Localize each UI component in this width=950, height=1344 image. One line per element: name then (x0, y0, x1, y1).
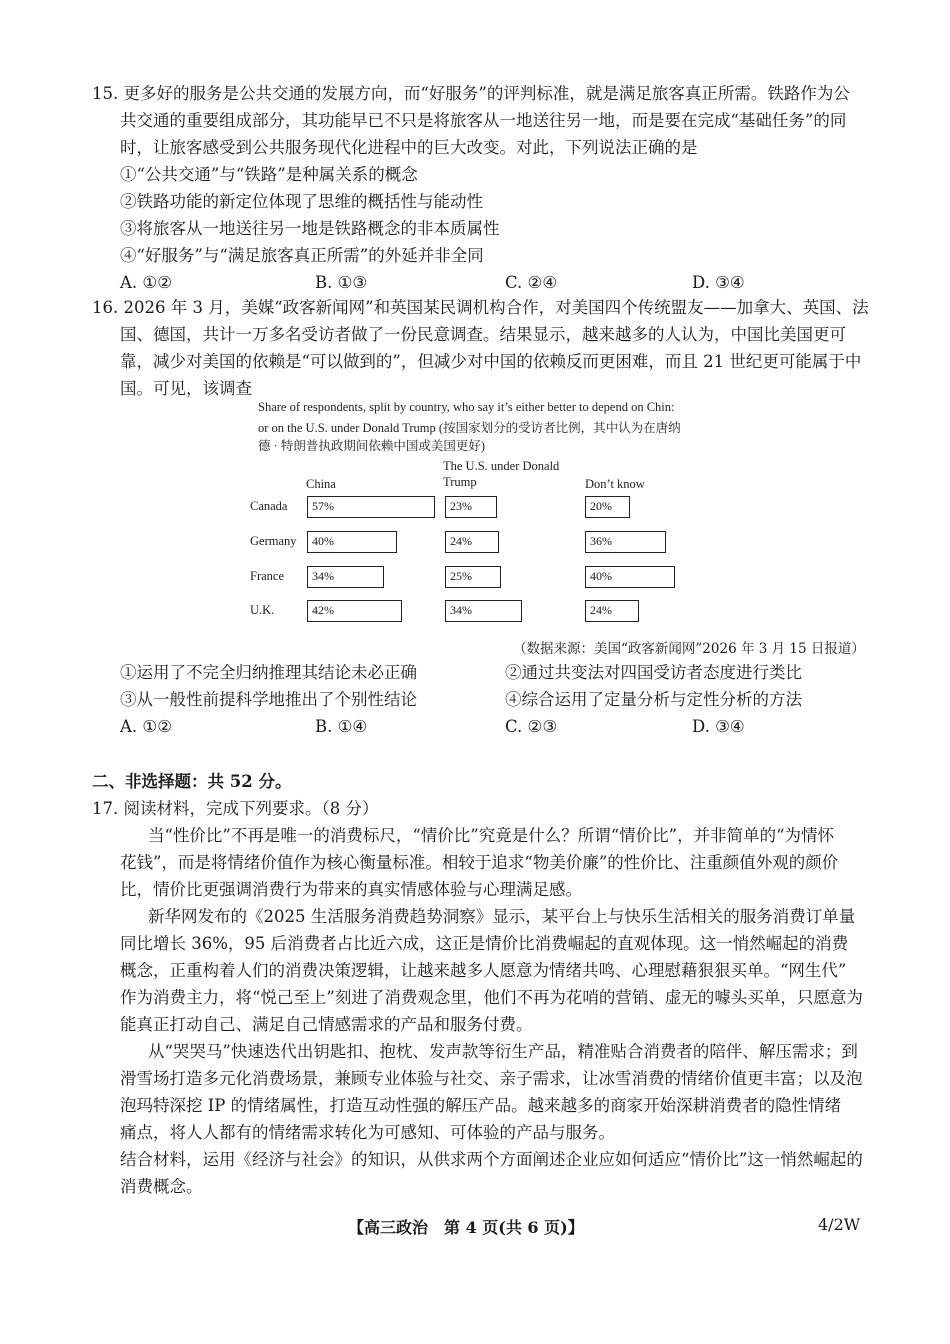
q15-option-d: D. ③④ (692, 273, 745, 292)
bar-dont-know-germany: 36% (585, 531, 666, 553)
bar-us-germany: 24% (445, 531, 499, 553)
q16-line-3: 靠，减少对美国的依赖是“可以做到的”，但减少对中国的依赖反而更困难，而且 21 世纪更可能属于中 (120, 352, 862, 371)
q17-line-5: 同比增长 36%，95 后消费者占比近六成，这正是情价比消费崛起的直观体现。这一悄然崛起的消费 (120, 934, 849, 953)
q17-line-2: 花钱”，而是将情绪价值作为核心衡量标准。相较于追求“物美价廉”的性价比、注重颜值外观的颜价 (120, 853, 839, 872)
row-label-canada: Canada (250, 499, 288, 513)
bar-dont-know-canada: 20% (585, 496, 630, 518)
q15-statement-4: ④“好服务”与“满足旅客真正所需”的外延并非全同 (120, 246, 484, 265)
column-header-us-line-2: Trump (443, 475, 477, 489)
q17-line-14: 消费概念。 (120, 1177, 203, 1196)
column-header-us-line-1: The U.S. under Donald (443, 459, 560, 473)
q15-option-b: B. ①③ (315, 273, 368, 292)
q15-option-a: A. ①② (120, 273, 172, 292)
q17-line-13: 结合材料，运用《经济与社会》的知识，从供求两个方面阐述企业应如何适应“情价比”这一悄然崛起的 (120, 1150, 863, 1169)
q17-line-3: 比，情价比更强调消费行为带来的真实情感体验与心理满足感。 (120, 880, 582, 899)
q17-line-12: 痛点，将人人都有的情绪需求转化为可感知、可体验的产品与服务。 (120, 1123, 615, 1142)
page-footer: 【高三政治 第 4 页(共 6 页)】 (348, 1218, 584, 1237)
bar-dont-know-uk: 24% (585, 600, 639, 622)
q17-title: 17. 阅读材料，完成下列要求。（8 分） (92, 799, 379, 818)
q15-line-1: 15. 更多好的服务是公共交通的发展方向，而“好服务”的评判标准，就是满足旅客真正所需。铁路作为公 (92, 84, 850, 103)
q17-line-4: 新华网发布的《2025 生活服务消费趋势洞察》显示，某平台上与快乐生活相关的服务消费订单量 (148, 907, 856, 926)
q17-line-8: 能真正打动自己、满足自己情感需求的产品和服务付费。 (120, 1015, 533, 1034)
bar-us-uk: 34% (445, 600, 522, 622)
q16-line-1: 16. 2026 年 3 月，美媒“政客新闻网”和英国某民调机构合作，对美国四个传统盟友——加拿大、英国、法 (92, 298, 869, 317)
q16-statement-4: ④综合运用了定量分析与定性分析的方法 (505, 690, 802, 709)
q15-line-3: 时，让旅客感受到公共服务现代化进程中的巨大改变。对此，下列说法正确的是 (120, 138, 698, 157)
q16-option-d: D. ③④ (692, 717, 745, 736)
bar-us-canada: 23% (445, 496, 497, 518)
chart-title-line-2: or on the U.S. under Donald Trump (按国家划分的受访者比例，其中认为在唐纳 (258, 421, 681, 435)
row-label-germany: Germany (250, 534, 297, 548)
bar-china-uk: 42% (307, 600, 402, 622)
chart-title-line-1: Share of respondents, split by country, who say it’s either better to depend on Chin: (258, 400, 675, 414)
q16-option-b: B. ①④ (315, 717, 368, 736)
bar-china-france: 34% (307, 566, 384, 588)
q16-line-2: 国、德国，共计一万多名受访者做了一份民意调查。结果显示，越来越多的人认为，中国比美国更可 (120, 325, 846, 344)
row-label-france: France (250, 569, 285, 583)
q17-line-9: 从“哭哭马”快速迭代出钥匙扣、抱枕、发声款等衍生产品，精准贴合消费者的陪伴、解压需求；到 (148, 1042, 858, 1061)
page-code: 4/2W (818, 1215, 861, 1234)
bar-us-france: 25% (445, 566, 501, 588)
q16-option-a: A. ①② (120, 717, 172, 736)
column-header-china: China (306, 477, 336, 491)
q16-statement-3: ③从一般性前提科学地推出了个别性结论 (120, 690, 417, 709)
bar-china-germany: 40% (307, 531, 397, 553)
chart-title-line-3: 德 · 特朗普执政期间依赖中国或美国更好) (258, 439, 486, 453)
q16-statement-2: ②通过共变法对四国受访者态度进行类比 (505, 663, 802, 682)
section-2-heading: 二、非选择题：共 52 分。 (92, 772, 292, 791)
q15-statement-2: ②铁路功能的新定位体现了思维的概括性与能动性 (120, 192, 483, 211)
bar-dont-know-france: 40% (585, 566, 675, 588)
chart-source-note: （数据来源：美国“政客新闻网”2026 年 3 月 15 日报道） (513, 641, 865, 657)
q15-statement-1: ①“公共交通”与“铁路”是种属关系的概念 (120, 165, 418, 184)
q17-line-11: 泡玛特深挖 IP 的情绪属性，打造互动性强的解压产品。越来越多的商家开始深耕消费者的隐性情绪 (120, 1096, 842, 1115)
q16-line-4: 国。可见，该调查 (120, 379, 252, 398)
q17-line-1: 当“性价比”不再是唯一的消费标尺，“情价比”究竟是什么？所谓“情价比”，并非简单的“为情怀 (148, 826, 835, 845)
q17-line-7: 作为消费主力，将“悦己至上”刻进了消费观念里，他们不再为花哨的营销、虚无的噱头买单，只愿意为 (120, 988, 863, 1007)
q16-statement-1: ①运用了不完全归纳推理其结论未必正确 (120, 663, 417, 682)
q17-line-6: 概念，正重构着人们的消费决策逻辑，让越来越多人愿意为情绪共鸣、心理慰藉狠狠买单。“网生代” (120, 961, 847, 980)
row-label-uk: U.K. (250, 603, 275, 617)
q15-line-2: 共交通的重要组成部分，其功能早已不只是将旅客从一地送往另一地，而是要在完成“基础任务”的同 (120, 111, 847, 130)
column-header-dont-know: Don’t know (585, 477, 645, 491)
q16-option-c: C. ②③ (505, 717, 558, 736)
q15-option-c: C. ②④ (505, 273, 558, 292)
q15-statement-3: ③将旅客从一地送往另一地是铁路概念的非本质属性 (120, 219, 500, 238)
bar-china-canada: 57% (307, 496, 435, 518)
q17-line-10: 滑雪场打造多元化消费场景，兼顾专业体验与社交、亲子需求，让冰雪消费的情绪价值更丰富；以及泡 (120, 1069, 863, 1088)
survey-chart (250, 395, 710, 635)
